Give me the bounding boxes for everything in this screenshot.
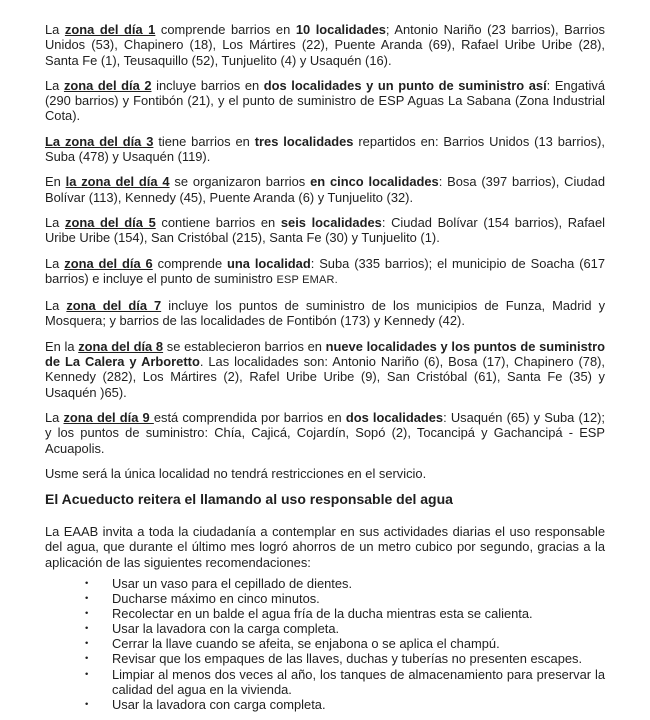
text-segment: una localidad xyxy=(227,255,311,271)
text-segment: nueve localidades y los puntos de suministro de La Calera y Arboretto xyxy=(45,338,605,370)
paragraph xyxy=(45,256,605,289)
paragraph xyxy=(45,410,605,456)
text-segment: se organizaron barrios xyxy=(169,174,311,190)
paragraph xyxy=(45,524,605,570)
list-item-text: Recolectar en un balde el agua fría de la ducha mientras esta se calienta. xyxy=(112,606,533,622)
list-item-text: Ducharse máximo en cinco minutos. xyxy=(112,591,320,607)
text-segment: zona del día 9 xyxy=(63,409,154,425)
text-segment: : Ciudad Bolívar (154 barrios), Rafael Uribe Uribe (154), San Cristóbal (215), Santa Fe (30) y Tunjuelito (1). xyxy=(45,214,605,246)
list-item-text: Usar la lavadora con carga completa. xyxy=(112,696,326,712)
bullet-icon: • xyxy=(85,578,89,590)
text-segment: dos localidades y un punto de suministro así xyxy=(263,77,547,93)
list-item xyxy=(45,651,605,666)
list-item xyxy=(45,621,605,636)
text-segment: La xyxy=(45,255,65,271)
list-item-text: Revisar que los empaques de las llaves, duchas y tuberías no presenten escapes. xyxy=(112,651,583,667)
list-item-text: Limpiar al menos dos veces al año, los tanques de almacenamiento para preservar la calidad del agua en la vivienda. xyxy=(112,666,605,697)
list-item xyxy=(45,591,605,606)
bullet-icon: • xyxy=(85,698,89,710)
text-segment: En la xyxy=(45,338,79,354)
text-segment: zona del día 1 xyxy=(64,22,156,37)
list-item xyxy=(45,606,605,621)
text-segment: La EAAB invita a toda la ciudadanía a contemplar en sus actividades diarias el uso responsable del agua, que durante el último mes logró ahorros de un metro cubico por segundo, gracias a la aplicación de las siguientes recomendaciones: xyxy=(45,524,605,570)
list-item-text: Usar un vaso para el cepillado de dientes. xyxy=(112,576,353,592)
text-segment: ; Antonio Nariño (23 barrios), Barrios Unidos (53), Chapinero (18), Los Mártires (22), Puente Aranda (69), Rafael Uribe Uribe (28), Santa Fe (1), Teusaquillo (52), Tunjuelito (4) y Usaquén (16). xyxy=(45,22,605,68)
text-segment: zona del día 2 xyxy=(63,77,152,93)
list-item-text: Cerrar la llave cuando se afeita, se enjabona o se aplica el champú. xyxy=(112,636,500,652)
text-segment: está comprendida por barrios en xyxy=(153,409,346,425)
text-segment: comprende barrios en xyxy=(155,22,296,37)
list-item-text: Usar la lavadora con la carga completa. xyxy=(112,621,340,637)
text-segment: La xyxy=(45,409,64,425)
text-segment: En xyxy=(45,174,66,190)
text-segment: ESP EMAR. xyxy=(276,273,338,286)
text-segment: en cinco localidades xyxy=(310,174,439,190)
section-heading xyxy=(45,491,605,508)
text-segment: comprende xyxy=(152,255,228,271)
text-segment: tres localidades xyxy=(254,133,354,149)
text-segment: zona del día 6 xyxy=(64,255,153,271)
text-segment: 10 localidades xyxy=(295,22,386,37)
list-item xyxy=(45,636,605,651)
text-segment: . Las localidades son: Antonio Nariño (6), Bosa (17), Chapinero (78), Kennedy (282), Los Mártires (2), Rafel Uribe Uribe (9), San Cristóbal (61), Santa Fe (35) y Usaquén )65). xyxy=(45,354,605,400)
text-segment: repartidos en: Barrios Unidos (13 barrios), Suba (478) y Usaquén (119). xyxy=(45,133,605,165)
recommendations-list xyxy=(45,576,605,712)
text-segment: : Bosa (397 barrios), Ciudad Bolívar (113), Kennedy (45), Puente Aranda (6) y Tunjuelito (32). xyxy=(45,174,606,205)
text-segment: incluye barrios en xyxy=(151,77,264,93)
paragraph xyxy=(45,298,605,329)
bullet-icon: • xyxy=(85,608,89,620)
text-segment: : Usaquén (65) y Suba (12); y los puntos de suministro: Chía, Cajicá, Cojardín, Sopó (2), Tocancipá y Gachancipá - ESP Acuapolis. xyxy=(45,409,605,456)
list-item xyxy=(45,576,605,591)
text-segment: Usme será la única localidad no tendrá restricciones en el servicio. xyxy=(45,465,427,481)
text-segment: seis localidades xyxy=(280,214,382,230)
text-segment: : Suba (335 barrios); el municipio de Soacha (617 barrios) e incluye el punto de suministro xyxy=(45,255,606,286)
bullet-icon: • xyxy=(85,668,89,680)
paragraph xyxy=(45,22,605,68)
text-segment: La xyxy=(45,22,65,37)
heading-text: El Acueducto reitera el llamando al uso responsable del agua xyxy=(45,491,453,508)
paragraph xyxy=(45,466,605,481)
paragraph xyxy=(45,174,605,205)
list-item xyxy=(45,697,605,712)
text-segment: La xyxy=(45,214,65,230)
paragraph xyxy=(45,339,605,400)
text-segment: La zona del día 3 xyxy=(45,133,154,149)
text-segment: : Engativá (290 barrios) y Fontibón (21), y el punto de suministro de ESP Aguas La Sabana (Zona Industrial Cota). xyxy=(45,77,605,124)
text-segment: La xyxy=(45,77,64,93)
bullet-icon: • xyxy=(85,593,89,605)
text-segment: dos localidades xyxy=(345,409,444,425)
text-segment: zona del día 8 xyxy=(78,338,164,354)
bullet-icon: • xyxy=(85,638,89,650)
text-segment: tiene barrios en xyxy=(153,133,255,149)
text-segment: zona del día 7 xyxy=(66,298,162,314)
paragraph xyxy=(45,134,605,165)
text-segment: incluye los puntos de suministro de los municipios de Funza, Madrid y Mosquera; y barrios de las localidades de Fontibón (173) y Kennedy (42). xyxy=(45,298,606,329)
text-segment: se establecieron barrios en xyxy=(163,338,326,354)
text-segment: la zona del día 4 xyxy=(65,174,170,190)
list-item xyxy=(45,667,605,697)
paragraph xyxy=(45,215,605,246)
bullet-icon: • xyxy=(85,623,89,635)
bullet-icon: • xyxy=(85,653,89,665)
paragraph xyxy=(45,78,605,124)
text-segment: La xyxy=(45,298,67,314)
text-segment: contiene barrios en xyxy=(155,214,281,230)
text-segment: zona del día 5 xyxy=(65,214,156,230)
